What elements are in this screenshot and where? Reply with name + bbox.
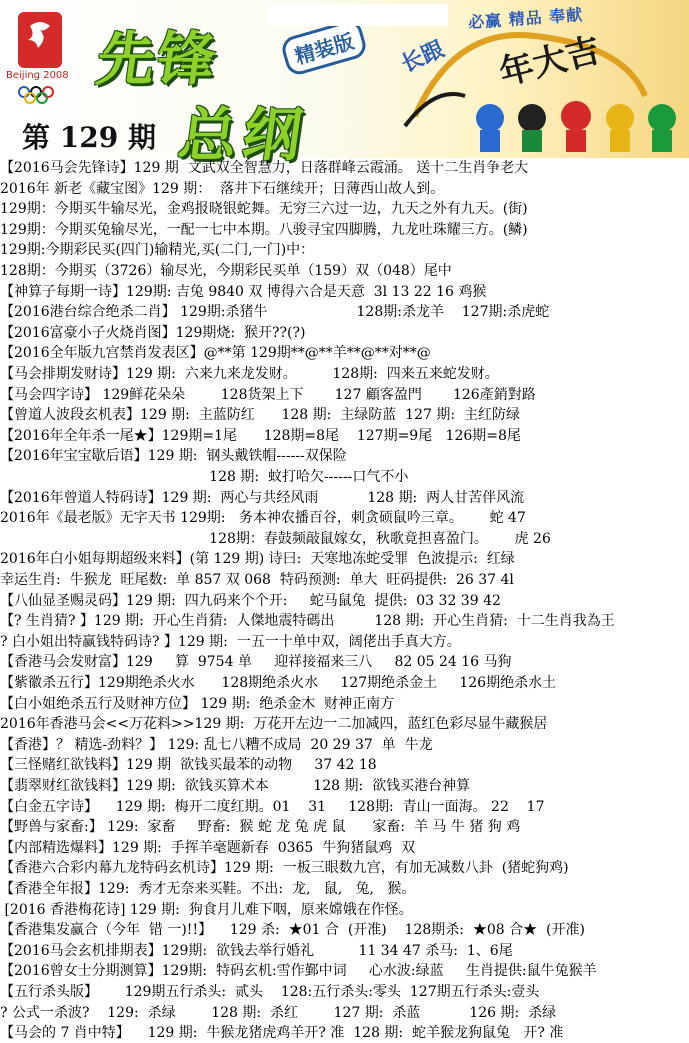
text-line: 【马会四字诗】 129鲜花朵朵 128货架上下 127 顧客盈門 126產銷對路 [0,386,536,403]
text-line: [2016 香港梅花诗] 129 期: 狗食月儿难下咽，原来嫦娥在作怪。 [0,901,413,918]
text-line: 【内部精选爆料】129 期: 手挥羊毫题新春 0365 牛狗猪鼠鸡 双 [0,839,416,856]
text-line: 【曾道人波段玄机表】129 期: 主蓝防红 128 期: 主绿防蓝 127 期: 主红防绿 [0,407,520,424]
text-line: ? 白小姐出特赢钱特码诗? 】129 期: 一五一十单中双，阔佬出手真大方。 [0,633,461,650]
text-line: 2016年香港马会<<万花料>>129 期: 万花开左边一二加减四，蓝红色彩尽显牛藏猴居 [0,716,548,733]
text-line: 129期：今期买兔输尽光，一配一七中本期。八骏寻宝四脚腾，九龙吐珠耀三方。(鳞) [0,221,528,238]
text-line: 【五行杀头版】 129期五行杀头: 贰头 128:五行杀头:零头 127期五行杀头:壹头 [0,984,540,1000]
issue-number: 第 129 期 [22,121,156,154]
olympic-emblem-icon [8,8,78,104]
text-line: 129期：今期买牛输尽光，金鸡报晓银蛇舞。无穷三六过一边，九天之外有九天。(街) [0,201,528,218]
text-line: 【八仙显圣赐灵码】129 期: 四九码来个个开: 蛇马鼠兔 提供: 03 32 39 42 [0,592,501,609]
tagline-left: 长跟 [397,36,449,78]
text-line: 【翡翠财红欲钱料】129 期: 欲钱买算术本 128 期: 欲钱买港台神算 [0,778,471,794]
text-line: 【香港集发赢合（今年 错 一)!!】 129 杀: ★01 合 (开准) 128期杀: ★08 合★ (开准) [0,922,585,939]
text-line: 【三怪赌红欲钱料】129 期 欲钱买最苯的动物 37 42 18 [0,757,377,774]
text-line: 【马会的 7 肖中特】 129 期: 牛猴龙猪虎鸡羊开? 准 128 期: 蛇羊猴龙狗鼠兔 开? 准 [0,1025,564,1042]
text-line: 【野兽与家畜:】 129: 家畜 野畜: 猴 蛇 龙 兔 虎 鼠 家畜: 羊 马 牛 猪 狗 鸡 [0,819,521,836]
text-line: 129期:今期彩民买(四门)输精光,买(二门,一门)中： [0,242,315,259]
text-line: 128 期: 蚊打哈欠------口气不小 [0,469,409,485]
text-line: 幸运生肖: 牛猴龙 旺尾数: 单 857 双 068 特码预测: 单大 旺码提供: 26 37 4l [0,572,514,588]
text-line: 【2016年曾道人特码诗】129 期: 两心与共经风雨 128 期: 两人甘苦伴风流 [0,489,525,506]
text-line: 2016年《最老版》无字天书 129期: 务本神农播百谷，刺贪硕鼠吟三章。 蛇 47 [0,510,526,527]
text-line: 【香港六合彩内幕九龙特码玄机诗】129 期: 一板三眼数九宫，有加无减数八卦 (猪蛇狗鸡) [0,860,569,877]
text-line: ? 公式一杀波? 129: 杀绿 128 期: 杀红 127 期: 杀蓝 126 期: 杀绿 [0,1004,557,1021]
edition-badge: 精装版 [279,17,369,77]
text-line: 【紫徽杀五行】129期绝杀火水 128期绝杀火水 127期绝杀金土 126期绝杀水土 [0,675,557,691]
tagline-new-year: 年大吉 [495,30,605,94]
text-line: 【马会排期发财诗】129 期: 六来九来龙发财。 128期: 四来五来蛇发财。 [0,366,499,382]
banner-subtitle: 总纲 [174,101,313,169]
text-line: 【2016全年版九宫禁肖发表区】@**第 129期**@**羊**@**对**@ [0,345,431,362]
text-line: 【神算子每期一诗】129期: 吉兔 9840 双 博得六合是天意 3l 13 22 16 鸡猴 [0,283,487,300]
text-line: 【白小姐绝杀五行及财神方位】 129 期: 绝杀金木 财神正南方 [0,695,395,712]
text-line: 【2016富豪小子火烧肖图】129期烧: 猴开??(?) [0,324,306,341]
text-line: 128期：春鼓频敲鼠嫁女，秋歌竟担喜盈门。 虎 26 [0,530,551,547]
text-line: 【2016港台综合绝杀二肖】 129期:杀猪牛 128期:杀龙羊 127期:杀虎蛇 [0,304,550,321]
text-line: 【香港】？ 精选-劲料？】 129: 乱七八糟不成局 20 29 37 单 牛龙 [0,736,433,753]
text-line: 【白金五字诗】 129 期: 梅开二度红期。01 31 128期: 青山一面海。 22 17 [0,798,545,815]
text-line: 【2016曾女士分期测算】129期: 特码玄机:雪作鄞中词 心水波:绿蓝 生肖提供:鼠牛兔猴羊 [0,963,597,980]
text-line: 【? 生肖猜? 】129 期: 开心生肖猜: 人傑地震特碼出 128 期: 开心生肖猜: 十二生肖我為王 [0,613,615,630]
text-line: 2016年白小姐每期超级来料】(第 129 期) 诗曰: 天寒地冻蛇受罪 色波提示: 红绿 [0,551,515,568]
text-line: 128期：今期买（3726）输尽光，今期彩民买单（159）双（048）尾中 [0,263,452,279]
mascots-icon [468,96,686,154]
text-line: 【2016年宝宝歇后语】129 期: 钢头戴铁帽------双保险 [0,448,347,465]
text-line: 【2016马会玄机排期表】129期: 欲钱去举行婚礼 11 34 47 杀马: 1、6尾 [0,942,513,959]
text-line: 【香港马会发财富】129 算 9754 单 迎祥接福来三八 82 05 24 16 马狗 [0,654,512,671]
slogan: 必赢 精品 奉献 [467,5,584,32]
banner-title: 先锋 [92,25,223,93]
text-line: 【香港全年报】129: 秀才无奈来买鞋。不出: 龙, 鼠, 兔, 猴。 [0,881,416,897]
text-line: 【2016马会先锋诗】129 期 文武双全智慧力，日落群峰云霞涌。 送十二生肖争老大 [0,160,529,176]
text-line: 2016年 新老《藏宝图》129 期： 落井下石继续开；日薄西山故人到。 [0,180,445,197]
emblem-caption: Beijing 2008 [6,70,69,81]
text-line: 【2016年全年杀一尾★】129期=1尾 128期=8尾 127期=9尾 126期=8尾 [0,427,521,444]
